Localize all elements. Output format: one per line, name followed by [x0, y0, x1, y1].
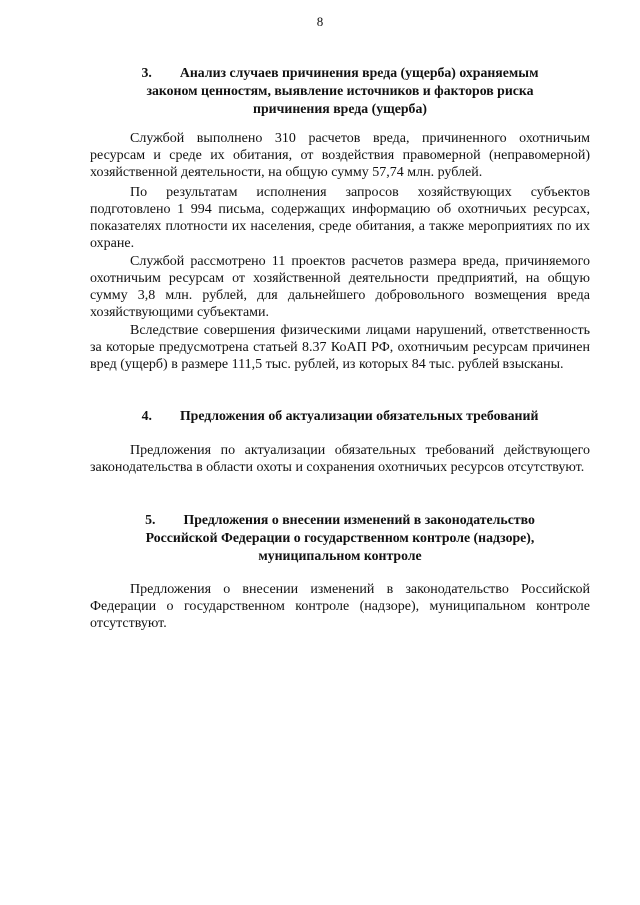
section-5-heading-line-1 — [90, 511, 590, 529]
section-4-heading-line — [90, 407, 590, 425]
section-3-paragraph-2 — [90, 184, 590, 252]
section-5-heading — [90, 511, 590, 565]
section-5-number: 5. — [145, 512, 156, 527]
section-5-title-line-3: муниципальном контроле — [258, 548, 422, 563]
section-3-title-line-2: законом ценностям, выявление источников и факторов риска — [146, 83, 534, 98]
section-3-heading-line-1 — [90, 64, 590, 82]
section-3-heading — [90, 64, 590, 118]
section-3-paragraph-3-text: Службой рассмотрено 11 проектов расчетов размера вреда, причиняемого охотничьим ресурсам от хозяйственной деятельности предприятий, на общую сумму 3,8 млн. рублей, для дальнейшего добровольного возмещения вреда хозяйствующими субъектами. — [90, 254, 590, 320]
section-4-title: Предложения об актуализации обязательных требований — [179, 408, 539, 423]
section-5-paragraph-text: Предложения о внесении изменений в законодательство Российской Федерации о государственном контроле (надзоре), муниципальном контроле отсутствуют. — [90, 582, 590, 631]
section-3-paragraph-3 — [90, 253, 590, 321]
section-4-heading — [90, 407, 590, 425]
section-3-paragraph-4-text: Вследствие совершения физическими лицами нарушений, ответственность за которые предусмотрена статьей 8.37 КоАП РФ, охотничьим ресурсам причинен вред (ущерб) в размере 111,5 тыс. рублей, из которых 84 тыс. рублей взысканы. — [90, 323, 590, 372]
section-5-title-line-1: Предложения о внесении изменений в законодательство — [183, 512, 535, 527]
section-4-number: 4. — [141, 408, 152, 423]
section-3-paragraph-4 — [90, 322, 590, 373]
section-4-paragraph-text: Предложения по актуализации обязательных требований действующего законодательства в области охоты и сохранения охотничьих ресурсов отсутствуют. — [90, 443, 590, 475]
section-5-paragraph — [90, 581, 590, 632]
section-3-paragraph-2-text: По результатам исполнения запросов хозяйствующих субъектов подготовлено 1 994 письма, содержащих информацию об охотничьих ресурсах, показателях плотности их населения, среде обитания, а также мероприятиях по их охране. — [90, 185, 590, 251]
section-4-paragraph — [90, 442, 590, 476]
section-3-paragraph-1 — [90, 130, 590, 181]
section-3-paragraph-1-text: Службой выполнено 310 расчетов вреда, причиненного охотничьим ресурсам и среде их обитания, от воздействия правомерной (неправомерной) хозяйственной деятельности, на общую сумму 57,74 млн. рублей. — [90, 131, 590, 180]
section-5-title-line-2: Российской Федерации о государственном контроле (надзоре), — [145, 530, 535, 545]
section-3-title-line-1: Анализ случаев причинения вреда (ущерба) охраняемым — [179, 65, 539, 80]
section-3-number: 3. — [141, 65, 152, 80]
page-number: 8 — [316, 14, 324, 29]
section-3-title-line-3: причинения вреда (ущерба) — [253, 101, 427, 116]
